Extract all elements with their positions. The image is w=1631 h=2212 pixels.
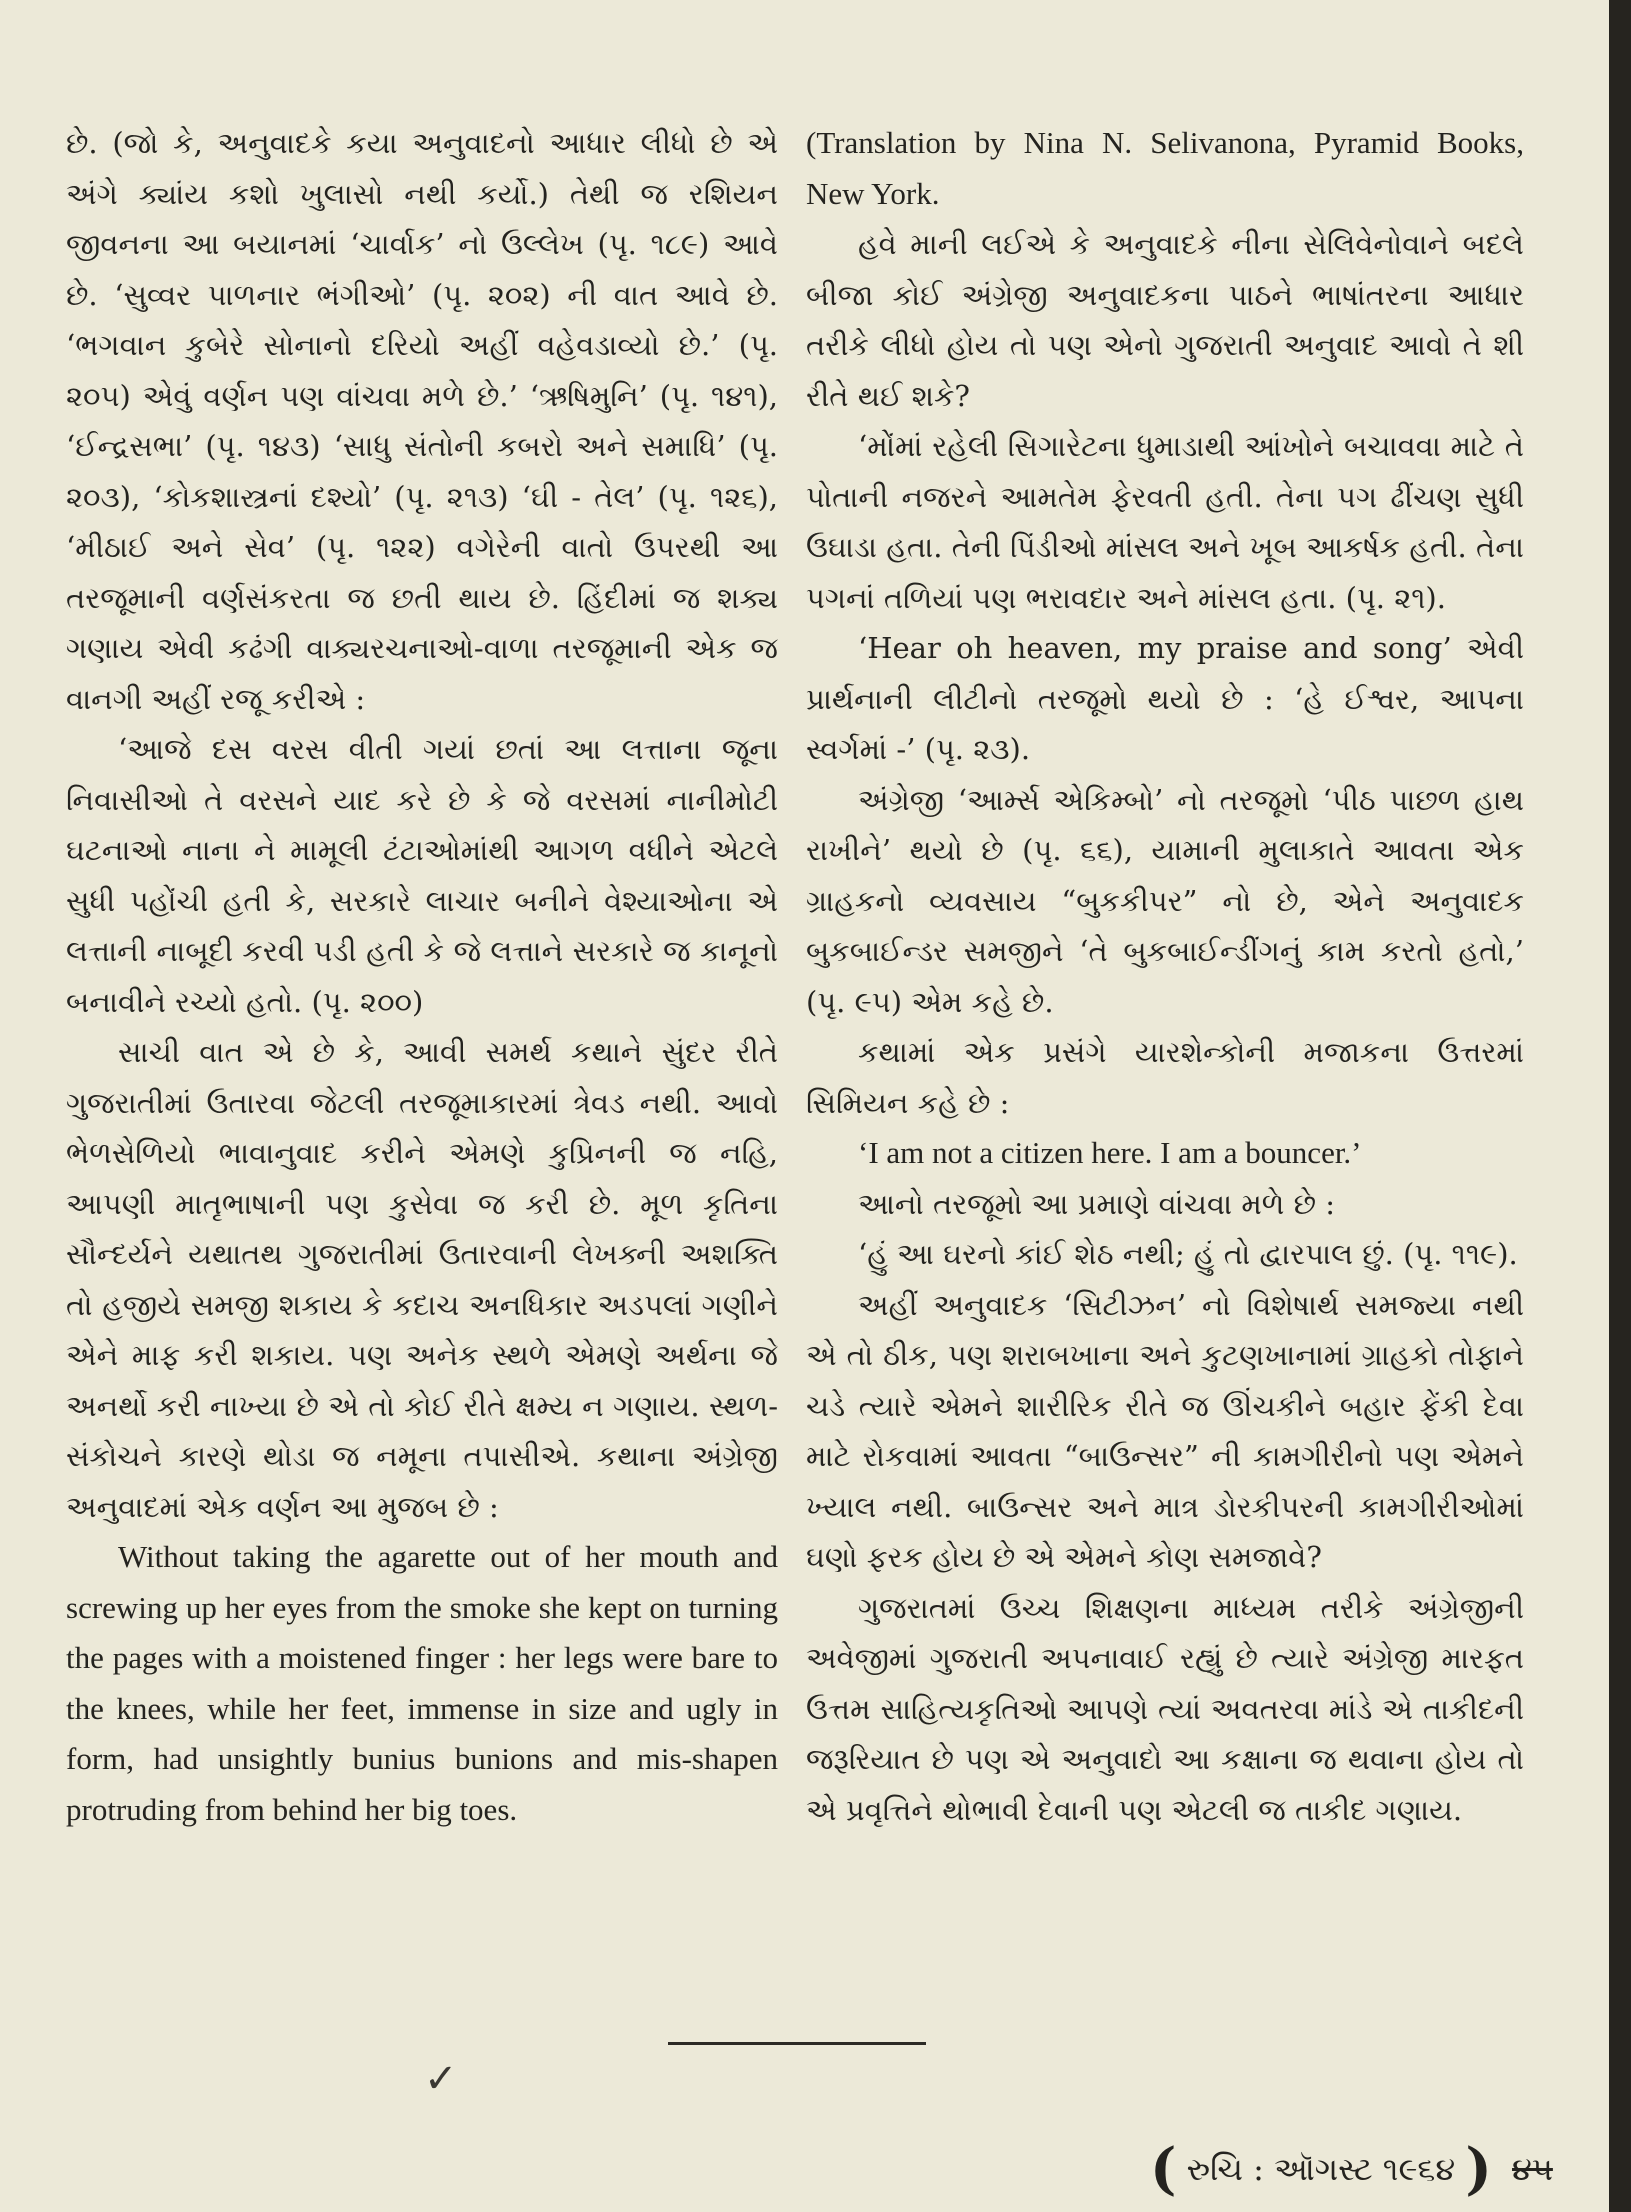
right-paragraph-4: ‘Hear oh heaven, my praise and song’ એવી પ્રાર્થનાની લીટીનો તરજૂમો થયો છે : ‘હે ઈશ્વર, આપના સ્વર્ગમાં -’ (પૃ. ૨૩). (806, 631, 1524, 766)
check-mark-icon: ✓ (424, 2056, 458, 2102)
left-column (66, 118, 778, 1835)
footer-page-number: ૪૫ (1512, 2150, 1553, 2188)
page-footer (1150, 2136, 1553, 2202)
right-paragraph-7-english-quote: ‘I am not a citizen here. I am a bouncer.’ (858, 1135, 1362, 1170)
right-paragraph-1-translation-credit: (Translation by Nina N. Selivanona, Pyramid Books, New York. (806, 125, 1524, 211)
right-paragraph-11: ગુજરાતમાં ઉચ્ચ શિક્ષણના માધ્યમ તરીકે અંગ્રેજીની અવેજીમાં ગુજરાતી અપનાવાઈ રહ્યું છે ત્યારે અંગ્રેજી મારફત ઉત્તમ સાહિત્યકૃતિઓ આપણે ત્યાં અવતરવા માંડે એ તાકીદની જરૂરિયાત છે પણ એ અનુવાદો આ કક્ષાના જ થવાના હોય તો એ પ્રવૃત્તિને થોભાવી દેવાની પણ એટલી જ તાકીદ ગણાય. (806, 1590, 1524, 1827)
right-paragraph-8: આનો તરજૂમો આ પ્રમાણે વાંચવા મળે છે : (858, 1186, 1336, 1221)
left-paragraph-1: છે. (જો કે, અનુવાદકે કયા અનુવાદનો આધાર લીધો છે એ અંગે ક્યાંય કશો ખુલાસો નથી કર્યો.) તેથી જ રશિયન જીવનના આ બયાનમાં ‘ચાર્વાક’ નો ઉલ્લેખ (પૃ. ૧૮૯) આવે છે. ‘સુવ્વર પાળનાર ભંગીઓ’ (પૃ. ૨૦૨) ની વાત આવે છે. ‘ભગવાન કુબેરે સોનાનો દરિયો અહીં વહેવડાવ્યો છે.’ (પૃ. ૨૦૫) એવું વર્ણન પણ વાંચવા મળે છે.’ ‘ઋષિમુનિ’ (પૃ. ૧૪૧), ‘ઈન્દ્રસભા’ (પૃ. ૧૪૩) ‘સાધુ સંતોની કબરો અને સમાધિ’ (પૃ. ૨૦૩), ‘કોકશાસ્ત્રનાં દશ્યો’ (પૃ. ૨૧૩) ‘ઘી - તેલ’ (પૃ. ૧૨૬), ‘મીઠાઈ અને સેવ’ (પૃ. ૧૨૨) વગેરેની વાતો ઉપરથી આ તરજૂમાની વર્ણસંકરતા જ છતી થાય છે. હિંદીમાં જ શક્ય ગણાય એવી કઢંગી વાક્યરચનાઓ-વાળા તરજૂમાની એક જ વાનગી અહીં રજૂ કરીએ : (66, 126, 778, 716)
right-paragraph-10: અહીં અનુવાદક ‘સિટીઝન’ નો વિશેષાર્થ સમજ્યા નથી એ તો ઠીક, પણ શરાબખાના અને કુટણખાનામાં ગ્રાહકો તોફાને ચડે ત્યારે એમને શારીરિક રીતે જ ઊંચકીને બહાર ફેંકી દેવા માટે રોકવામાં આવતા “બાઉન્સર” ની કામગીરીનો પણ એમને ખ્યાલ નથી. બાઉન્સર અને માત્ર ડોરકીપરની કામગીરીઓમાં ઘણો ફરક હોય છે એ એમને કોણ સમજાવે? (806, 1287, 1524, 1574)
right-paragraph-3-quote: ‘મોંમાં રહેલી સિગારેટના ધુમાડાથી આંખોને બચાવવા માટે તે પોતાની નજરને આમતેમ ફેરવતી હતી. તેના પગ ઢીંચણ સુધી ઉઘાડા હતા. તેની પિંડીઓ માંસલ અને ખૂબ આકર્ષક હતી. તેના પગનાં તળિયાં પણ ભરાવદાર અને માંસલ હતા. (પૃ. ૨૧). (806, 429, 1524, 615)
right-column (806, 118, 1524, 1835)
footer-journal-date: રુચિ : ઑગસ્ટ ૧૯૬૪ (1186, 2150, 1456, 2188)
left-paragraph-3: સાચી વાત એ છે કે, આવી સમર્થ કથાને સુંદર રીતે ગુજરાતીમાં ઉતારવા જેટલી તરજૂમાકારમાં ત્રેવડ નથી. આવો ભેળસેળિયો ભાવાનુવાદ કરીને એમણે કુપ્રિનની જ નહિ, આપણી માતૃભાષાની પણ કુસેવા જ કરી છે. મૂળ કૃતિના સૌન્દર્યને યથાતથ ગુજરાતીમાં ઉતારવાની લેખક્ની અશક્તિ તો હજીયે સમજી શકાય કે કદાચ અનધિકાર અડપલાં ગણીને એને માફ કરી શકાય. પણ અનેક સ્થળે એમણે અર્થના જે અનર્થો કરી નાખ્યા છે એ તો કોઈ રીતે ક્ષમ્ય ન ગણાય. સ્થળ-સંકોચને કારણે થોડા જ નમૂના તપાસીએ. કથાના અંગ્રેજી અનુવાદમાં એક વર્ણન આ મુજબ છે : (66, 1035, 778, 1524)
footer-open-paren: ( (1150, 2136, 1177, 2202)
page-edge (1609, 0, 1631, 2212)
right-paragraph-6: કથામાં એક પ્રસંગે યારશેન્કોની મજાકના ઉત્તરમાં સિમિયન કહે છે : (806, 1035, 1524, 1120)
left-paragraph-2-quote: ‘આજે દસ વરસ વીતી ગયાં છતાં આ લત્તાના જૂના નિવાસીઓ તે વરસને યાદ કરે છે કે જે વરસમાં નાનીમોટી ઘટનાઓ નાના ને મામૂલી ટંટાઓમાંથી આગળ વધીને એટલે સુધી પહોંચી હતી કે, સરકારે લાચાર બનીને વેશ્યાઓના એ લત્તાની નાબૂદી કરવી પડી હતી કે જે લત્તાને સરકારે જ કાનૂનો બનાવીને રચ્યો હતો. (પૃ. ૨૦૦) (66, 732, 778, 1019)
footer-close-paren: ) (1465, 2136, 1492, 2202)
right-paragraph-9-quote: ‘હું આ ઘરનો કાંઈ શેઠ નથી; હું તો દ્વારપાલ છું. (પૃ. ૧૧૯). (858, 1237, 1518, 1271)
left-paragraph-4-english-quote: Without taking the agarette out of her mouth and screwing up her eyes from the smoke she kept on turning the pages with a moistened finger : her legs were bare to the knees, while her feet, immense in size and ugly in form, had unsightly bunius bunions and mis-shapen protruding from behind her big toes. (66, 1539, 778, 1827)
end-rule (668, 2042, 926, 2045)
right-paragraph-5: અંગ્રેજી ‘આર્મ્સ એકિમ્બો’ નો તરજૂમો ‘પીઠ પાછળ હાથ રાખીને’ થયો છે (પૃ. ૬૬), યામાની મુલાકાતે આવતા એક ગ્રાહકનો વ્યવસાય “બુકકીપર” નો છે, એને અનુવાદક બુકબાઈન્ડર સમજીને ‘તે બુકબાઈન્ડીંગનું કામ કરતો હતો,’ (પૃ. ૯૫) એમ કહે છે. (806, 782, 1524, 1019)
right-paragraph-2: હવે માની લઈએ કે અનુવાદકે નીના સેલિવેનોવાને બદલે બીજા કોઈ અંગ્રેજી અનુવાદકના પાઠને ભાષાંતરના આધાર તરીકે લીધો હોય તો પણ એનો ગુજરાતી અનુવાદ આવો તે શી રીતે થઈ શકે? (806, 227, 1524, 413)
